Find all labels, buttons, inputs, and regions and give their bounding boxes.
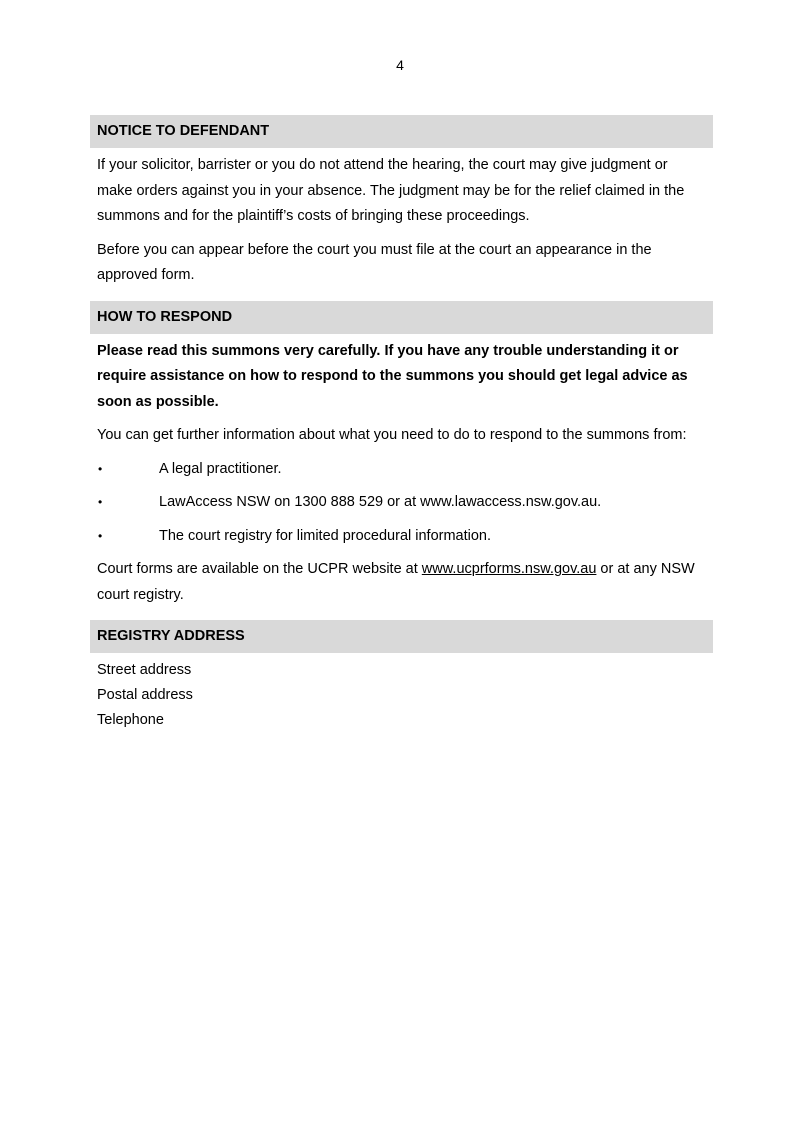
court-forms-prefix: Court forms are available on the UCPR website at xyxy=(97,561,422,577)
notice-to-defendant-heading: NOTICE TO DEFENDANT xyxy=(90,115,713,148)
notice-paragraph-2: Before you can appear before the court you must file at the court an appearance in the approved form. xyxy=(97,241,652,283)
bullet-icon: • xyxy=(98,461,103,476)
list-item xyxy=(90,524,713,550)
notice-paragraph-1: If your solicitor, barrister or you do not attend the hearing, the court may give judgment or make orders against you in your absence. The judgment may be for the relief claimed in the summons and for the plaintiff’s costs of bringing these proceedings. xyxy=(97,157,685,224)
respond-intro-paragraph: You can get further information about what you need to do to respond to the summons from: xyxy=(97,427,687,443)
respond-warning-paragraph: Please read this summons very carefully. If you have any trouble understanding it or require assistance on how to respond to the summons you should get legal advice as soon as possible. xyxy=(97,342,688,410)
list-item-text: A legal practitioner. xyxy=(159,460,282,477)
street-address-label: Street address xyxy=(97,662,192,678)
telephone-label: Telephone xyxy=(97,712,164,728)
ucpr-forms-link[interactable]: www.ucprforms.nsw.gov.au xyxy=(421,561,597,577)
court-forms-suffix: or at any NSW court registry. xyxy=(97,561,695,603)
bullet-icon: • xyxy=(98,528,103,543)
list-item-text: LawAccess NSW on 1300 888 529 or at www.lawaccess.nsw.gov.au. xyxy=(159,494,602,510)
page-number: 4 xyxy=(396,57,404,73)
registry-address-heading: REGISTRY ADDRESS xyxy=(90,620,713,653)
respond-bullet-list xyxy=(90,457,713,550)
list-item-text: The court registry for limited procedural information. xyxy=(159,527,492,544)
list-item xyxy=(90,490,713,516)
court-forms-paragraph xyxy=(90,557,713,608)
postal-address-label: Postal address xyxy=(97,687,193,703)
bullet-icon: • xyxy=(98,495,103,509)
how-to-respond-heading: HOW TO RESPOND xyxy=(90,301,713,334)
list-item xyxy=(90,457,713,483)
document-content xyxy=(90,115,713,733)
